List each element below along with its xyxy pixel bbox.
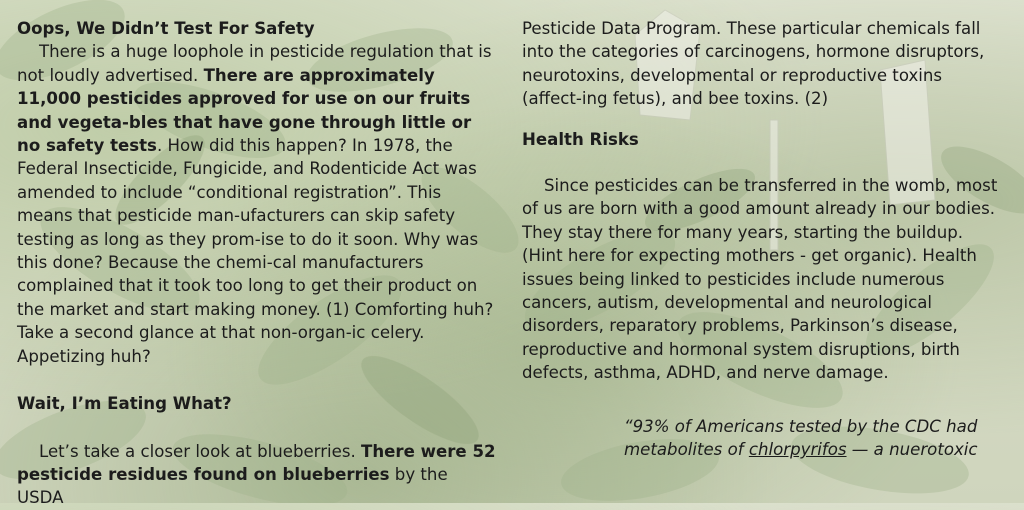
section-heading-safety: Oops, We Didn’t Test For Safety (17, 19, 315, 38)
left-column (17, 0, 497, 510)
section-heading-health-risks: Health Risks (522, 129, 639, 149)
chlorpyrifos-link[interactable]: chlorpyrifos (748, 440, 847, 460)
paragraph-continued: Pesticide Data Program. These particular chemicals fall into the categories of carcinogens, hormone disruptors, neurotoxins, developmental or reproductive toxins (affect-ing fetus), and bee toxins. (2) (522, 19, 985, 109)
right-column (522, 0, 1002, 462)
paragraph-health-risks: Since pesticides can be transferred in the womb, most of us are born with a good amount already in our bodies. They stay there for many years, starting the buildup. (Hint here for expecting mothers - get organic). Health issues being linked to pesticides include numerous cancers, autism, developmental and neurological disorders, reparatory problems, Parkinson’s disease, reproductive and hormonal system disruptions, birth defects, asthma, ADHD, and nerve damage. (522, 176, 998, 383)
pull-quote: “93% of Americans tested by the CDC had metabolites of chlorpyrifos — a nuerotoxic (624, 416, 978, 460)
paragraph-loophole: There is a huge loophole in pesticide regulation that is not loudly advertised. There are approximately 11,000 pesticides approved for use on our fruits and vegeta-bles that have gone through little or no safety tests. How did this happen? In 1978, the Federal Insecticide, Fungicide, and Rodenticide Act was amended to include “conditional registration”. This means that pesticide man-ufacturers can skip safety testing as long as they prom-ise to do it soon. Why was this done? Because the chemi-cal manufacturers complained that it took too long to get their product on the market and start making money. (1) Comforting huh? Take a second glance at that non-organ-ic celery. Appetizing huh? (17, 42, 494, 366)
section-heading-eating: Wait, I’m Eating What? (17, 394, 232, 414)
paragraph-blueberries: Let’s take a closer look at blueberries. There were 52 pesticide residues found on blueberries by the USDA (17, 441, 496, 508)
